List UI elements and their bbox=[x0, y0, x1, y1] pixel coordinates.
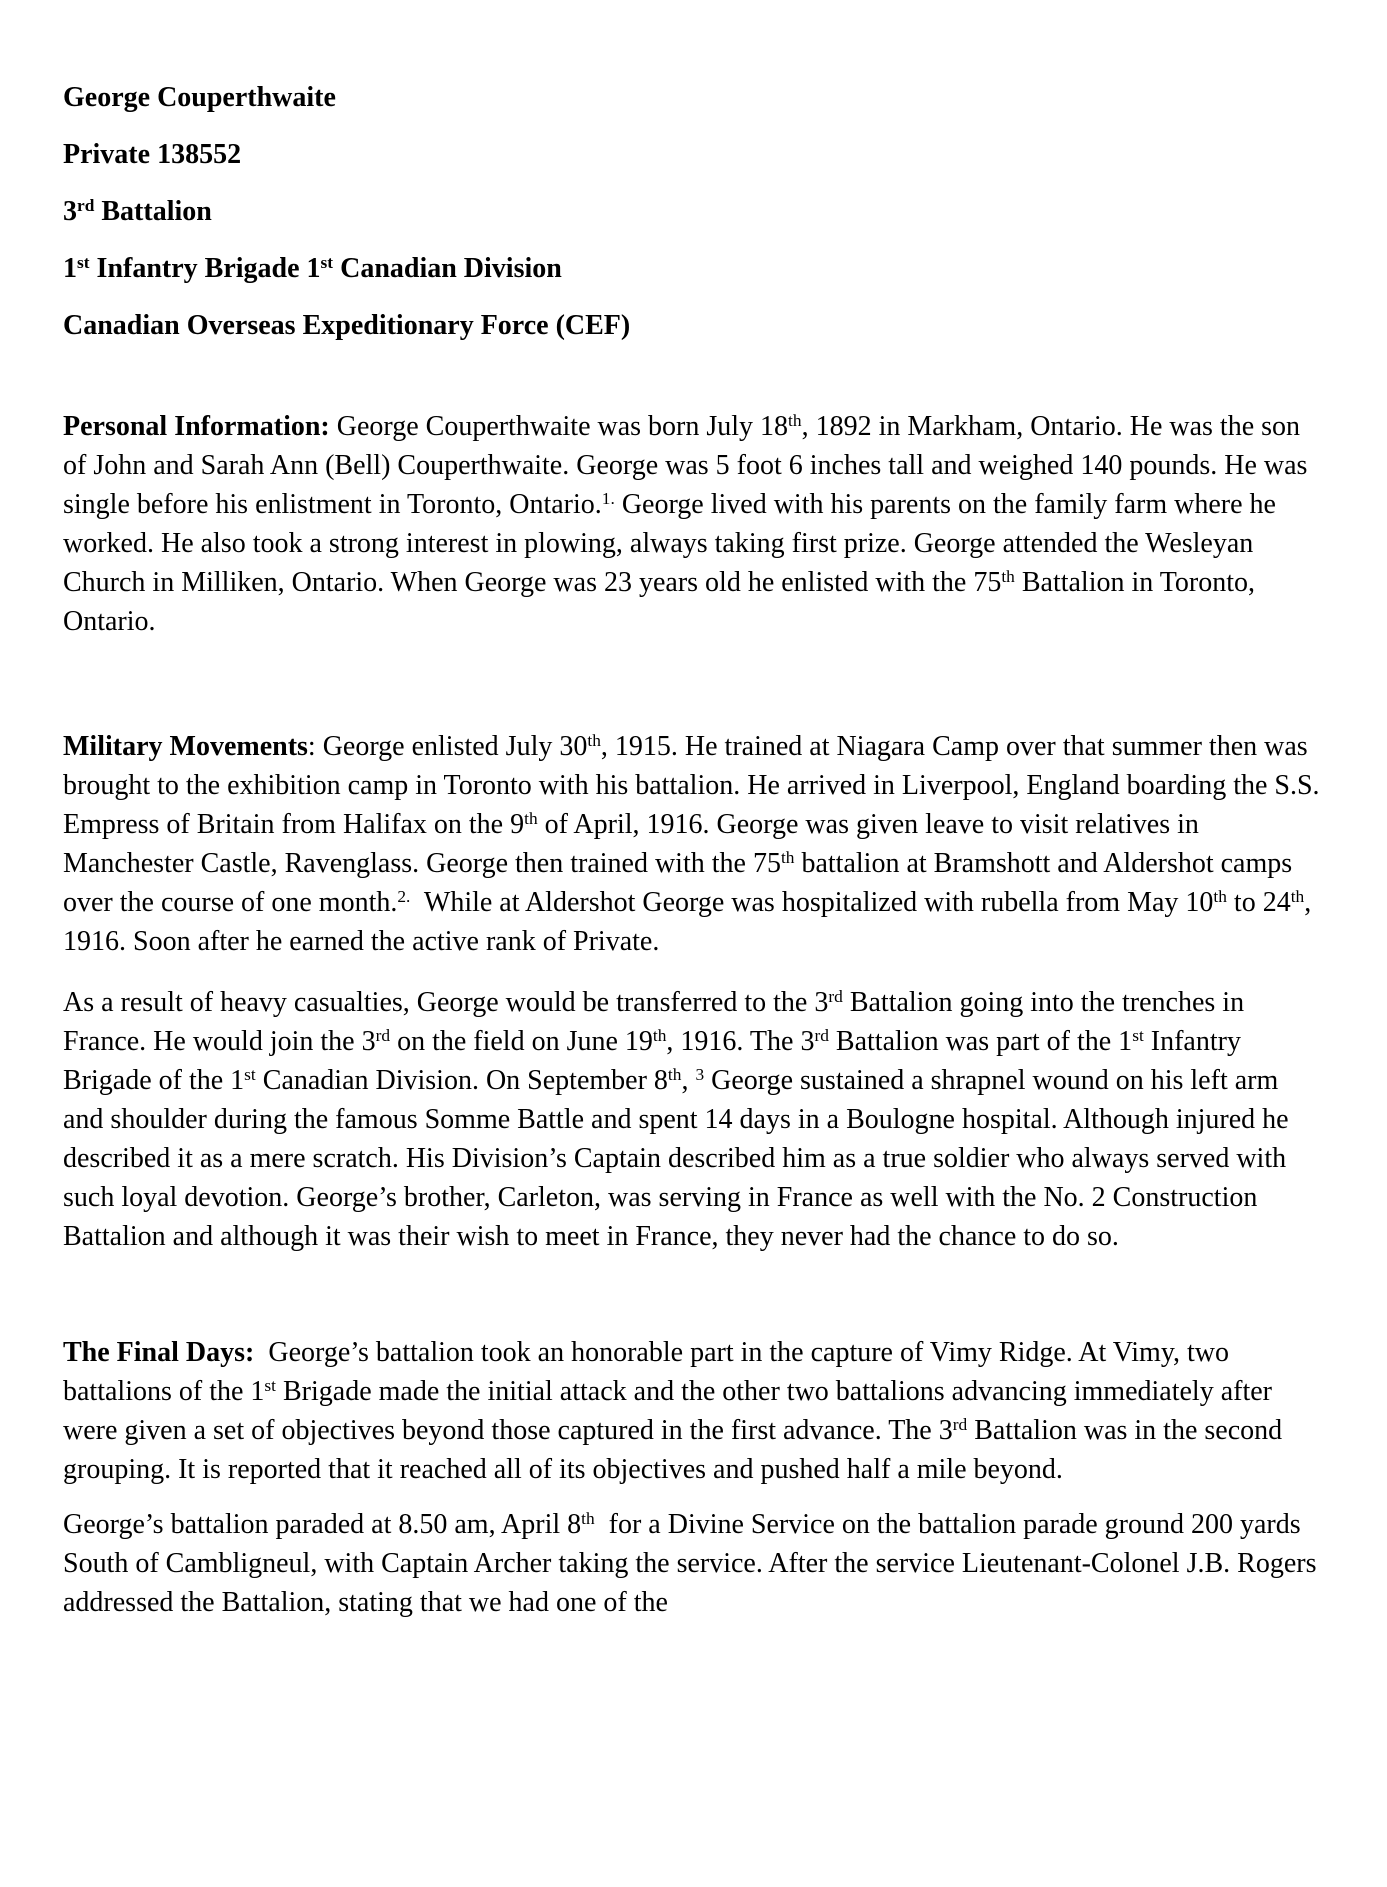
doc-line-rank-number: Private 138552 bbox=[63, 139, 242, 170]
para-final-days: The Final Days: George’s battalion took an honorable part in the capture of Vimy Ridge. At Vimy, two battalions of the 1st Brigade made the initial attack and the other two battalions advancing immediately after were given a set of objectives beyond those captured in the first advance. The 3rd Battalion was in the second grouping. It is reported that it reached all of its objectives and pushed half a mile beyond. bbox=[63, 1337, 1283, 1485]
doc-line-soldier-name: George Couperthwaite bbox=[63, 82, 336, 113]
para-parade-divine-service: George’s battalion paraded at 8.50 am, April 8th for a Divine Service on the battalion parade ground 200 yards South of Cambligneul, with Captain Archer taking the service. After the service Lieutenant-Colonel J.B. Rogers addressed the Battalion, stating that we had one of the bbox=[63, 1509, 1317, 1618]
doc-line-force: Canadian Overseas Expeditionary Force (CEF) bbox=[63, 310, 631, 341]
para-military-movements: Military Movements: George enlisted July 30th, 1915. He trained at Niagara Camp over that summer then was brought to the exhibition camp in Toronto with his battalion. He arrived in Liverpool, England boarding the S.S. Empress of Britain from Halifax on the 9th of April, 1916. George was given leave to visit relatives in Manchester Castle, Ravenglass. George then trained with the 75th battalion at Bramshott and Aldershot camps over the course of one month.$^{2.}$ While at Aldershot George was hospitalized with rubella from May 10th to 24th, 1916. Soon after he earned the active rank of Private. bbox=[63, 731, 1320, 957]
doc-line-battalion: 3rd Battalion bbox=[63, 196, 212, 227]
doc-line-brigade-division: 1st Infantry Brigade 1st Canadian Division bbox=[63, 253, 562, 284]
para-transfer-somme: As a result of heavy casualties, George would be transferred to the 3rd Battalion going into the trenches in France. He would join the 3rd on the field on June 19th, 1916. The 3rd Battalion was part of the 1st Infantry Brigade of the 1st Canadian Division. On September 8th, $^3$ George sustained a shrapnel wound on his left arm and shoulder during the famous Somme Battle and spent 14 days in a Boulogne hospital. Although injured he described it as a mere scratch. His Division’s Captain described him as a true soldier who always served with such loyal devotion. George’s brother, Carleton, was serving in France as well with the No. 2 Construction Battalion and although it was their wish to meet in France, they never had the chance to do so. bbox=[63, 987, 1289, 1252]
para-personal-information: Personal Information: George Couperthwaite was born July 18th, 1892 in Markham, Ontario. He was the son of John and Sarah Ann (Bell) Couperthwaite. George was 5 foot 6 inches tall and weighed 140 pounds. He was single before his enlistment in Toronto, Ontario.$^{1.}$ George lived with his parents on the family farm where he worked. He also took a strong interest in plowing, always taking first prize. George attended the Wesleyan Church in Milliken, Ontario. When George was 23 years old he enlisted with the 75th Battalion in Toronto, Ontario. bbox=[63, 411, 1308, 637]
